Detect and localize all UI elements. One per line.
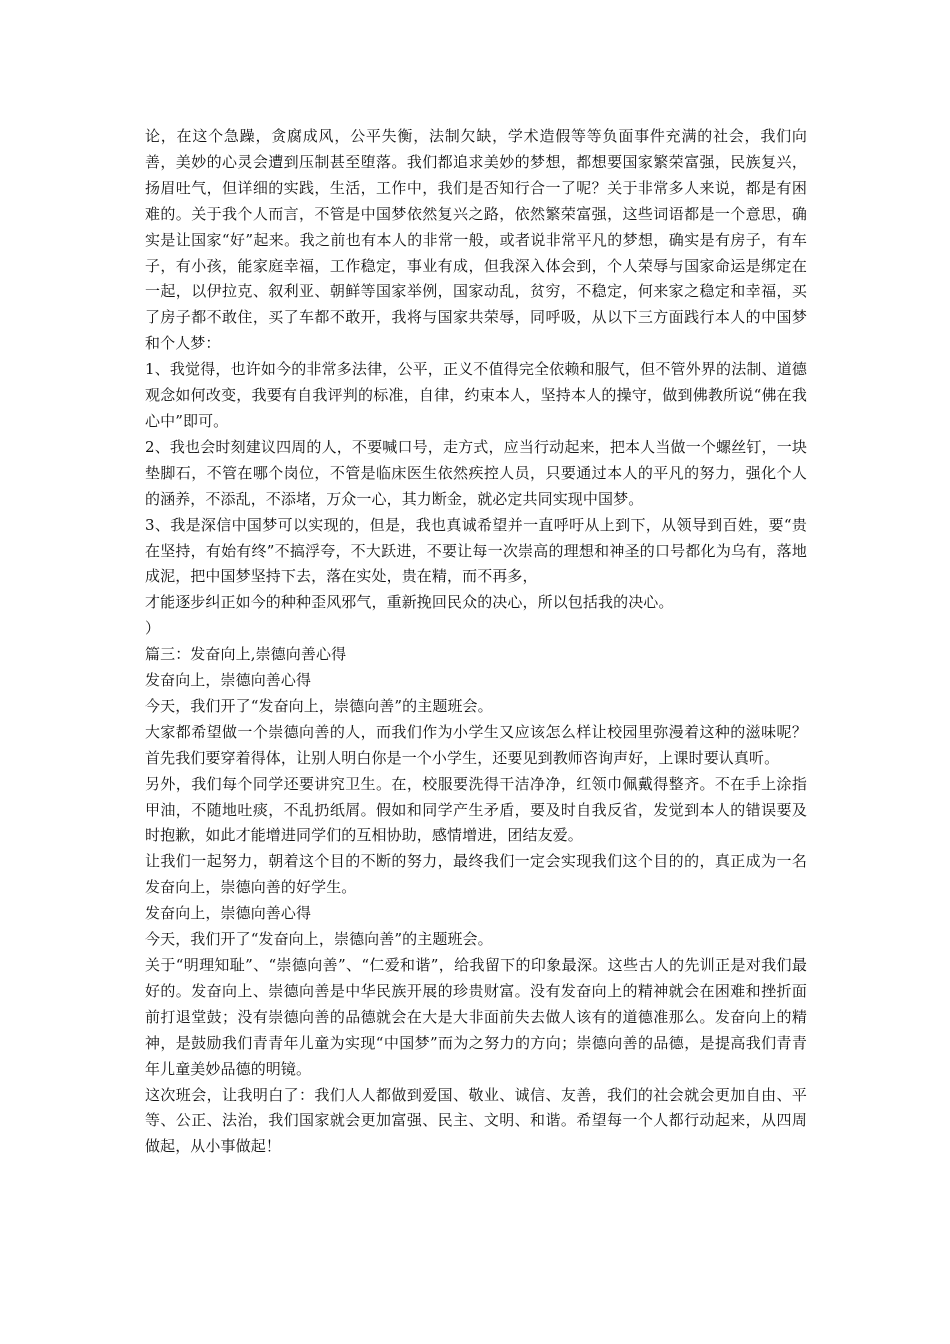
closing-bracket: ） — [145, 619, 161, 638]
paragraph-virtues: 关于“明理知耻”、“崇德向善”、“仁爱和谐”，给我留下的印象最深。这些古人的先训正是对我们最好的。发奋向上、崇德向善是中华民族开展的珍贵财富。没有发奋向上的精神就会在困难和挫折面前打退堂鼓；没有崇德向善的品德就会在大是大非面前失去做人该有的道德准那么。发奋向上的精神，是鼓励我们青青年儿童为实现“中国梦”而为之努力的方向；崇德向善的品德，是提高我们青青年儿童美妙品德的明镜。 — [145, 956, 807, 1078]
paragraph-point-3-continued: 才能逐步纠正如今的种种歪风邪气，重新挽回民众的决心，所以包括我的决心。 — [145, 593, 674, 612]
subheading-1: 发奋向上，崇德向善心得 — [145, 671, 312, 690]
paragraph-class-meeting-1: 今天，我们开了“发奋向上，崇德向善”的主题班会。 — [145, 696, 493, 715]
paragraph-effort: 让我们一起努力，朝着这个目的不断的努力，最终我们一定会实现我们这个目的的，真正成为一名发奋向上，崇德向善的好学生。 — [145, 852, 807, 897]
paragraph-class-meeting-2: 今天，我们开了“发奋向上，崇德向善”的主题班会。 — [145, 930, 493, 949]
paragraph-point-2: 2、我也会时刻建议四周的人，不要喊口号，走方式，应当行动起来，把本人当做一个螺丝钉，一块垫脚石，不管在哪个岗位，不管是临床医生依然疾控人员，只要通过本人的平凡的努力，强化个人的涵养，不添乱，不添堵，万众一心，其力断金，就必定共同实现中国梦。 — [145, 437, 807, 508]
section-heading: 篇三：发奋向上,崇德向善心得 — [145, 645, 347, 664]
paragraph-point-3: 3、我是深信中国梦可以实现的，但是，我也真诚希望并一直呼吁从上到下，从领导到百姓，要“贵在坚持，有始有终”不搞浮夸，不大跃进，不要让每一次崇高的理想和神圣的口号都化为乌有，落地成泥，把中国梦坚持下去，落在实处，贵在精，而不再多， — [145, 515, 807, 586]
paragraph-hygiene: 另外，我们每个同学还要讲究卫生。在，校服要洗得干洁净净，红领巾佩戴得整齐。不在手上涂指甲油，不随地吐痰，不乱扔纸屑。假如和同学产生矛盾，要及时自我反省，发觉到本人的错误要及时抱歉，如此才能增进同学们的互相协助，感情增进，团结友爱。 — [145, 774, 807, 845]
paragraph-intro: 论，在这个急躁，贪腐成风，公平失衡，法制欠缺，学术造假等等负面事件充满的社会，我们向善，美妙的心灵会遭到压制甚至堕落。我们都追求美妙的梦想，都想要国家繁荣富强，民族复兴，扬眉吐气，但详细的实践，生活，工作中，我们是否知行合一了呢？关于非常多人来说，都是有困难的。关于我个人而言，不管是中国梦依然复兴之路，依然繁荣富强，这些词语都是一个意思，确实是让国家“好”起来。我之前也有本人的非常一般，或者说非常平凡的梦想，确实是有房子，有车子，有小孩，能家庭幸福，工作稳定，事业有成，但我深入体会到，个人荣辱与国家命运是绑定在一起，以伊拉克、叙利亚、朝鲜等国家举例，国家动乱，贫穷，不稳定，何来家之稳定和幸福，买了房子都不敢住，买了车都不敢开，我将与国家共荣辱，同呼吸，从以下三方面践行本人的中国梦和个人梦： — [145, 127, 807, 353]
paragraph-point-1: 1、我觉得，也许如今的非常多法律，公平，正义不值得完全依赖和服气，但不管外界的法制、道德观念如何改变，我要有自我评判的标准，自律，约束本人，坚持本人的操守，做到佛教所说“佛在我心中”即可。 — [145, 360, 807, 430]
paragraph-behavior: 大家都希望做一个崇德向善的人，而我们作为小学生又应该怎么样让校园里弥漫着这种的滋味呢？首先我们要穿着得体，让别人明白你是一个小学生，还要见到教师咨询声好，上课时要认真听。 — [145, 722, 807, 767]
paragraph-conclusion: 这次班会，让我明白了：我们人人都做到爱国、敬业、诚信、友善，我们的社会就会更加自由、平等、公正、法治，我们国家就会更加富强、民主、文明、和谐。希望每一个人都行动起来，从四周做起，从小事做起！ — [145, 1085, 807, 1156]
document-body — [145, 124, 807, 1160]
subheading-2: 发奋向上，崇德向善心得 — [145, 904, 312, 923]
